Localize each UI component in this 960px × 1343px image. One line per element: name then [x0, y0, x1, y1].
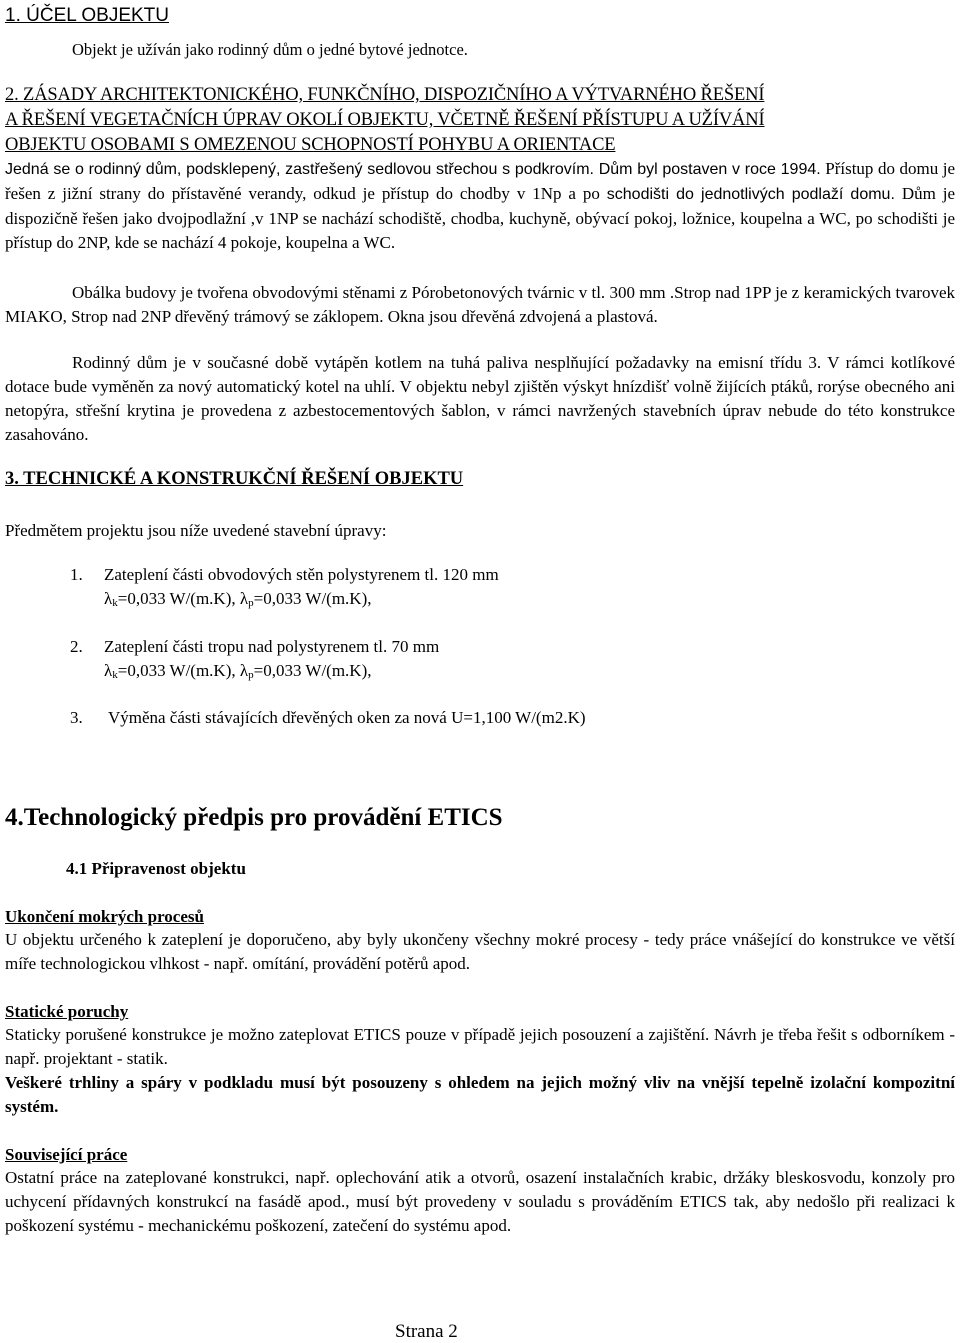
- section2-p1-serif2: Dům je dispozičně řešen jako dvojpodlažní ,v 1NP se nachází schodiště, chodba, kuchyně, obývací pokoj, ložnice, koupelna a WC, po schodišti je přístup do 2NP, kde se nachází 4 pokoje, koupelna a WC.: [5, 184, 955, 252]
- subscript-k: k: [112, 669, 118, 681]
- list-item-2-text: Zateplení části tropu nad polystyrenem tl. 70 mm: [104, 637, 440, 656]
- block1-text: U objektu určeného k zateplení je doporučeno, aby byly ukončeny všechny mokré procesy - tedy práce vnášející do konstrukce ve větší míře technologickou vlhkost - např. omítání, provádění potěrů apod.: [5, 930, 955, 973]
- list-item-2-number: 2.: [70, 637, 83, 656]
- section2-p1-sans: Jedná se o rodinný dům, podsklepený, zastřešený sedlovou střechou s podkrovím. Dům byl postaven v roce 1994.: [5, 161, 821, 178]
- section2-paragraph-1: [5, 157, 955, 255]
- section1-heading: 1. ÚČEL OBJEKTU: [5, 5, 170, 26]
- list-item-3-number: 3.: [70, 708, 83, 727]
- lambda-symbol: λ: [104, 661, 113, 680]
- section3-lead: Předmětem projektu jsou níže uvedené stavební úpravy:: [5, 521, 387, 540]
- lambda-p-value: =0,033 W/(m.K),: [253, 661, 372, 680]
- block1-title: Ukončení mokrých procesů: [5, 907, 204, 926]
- lambda-p-value: =0,033 W/(m.K),: [253, 589, 372, 608]
- lambda-symbol: λ: [239, 589, 249, 608]
- list-item-1-text: Zateplení části obvodových stěn polystyrenem tl. 120 mm: [104, 565, 499, 584]
- lambda-k-value: =0,033 W/(m.K),: [117, 589, 240, 608]
- section2-heading-line3: OBJEKTU OSOBAMI S OMEZENOU SCHOPNOSTÍ POHYBU A ORIENTACE: [5, 135, 616, 155]
- list-item-3: [70, 706, 586, 730]
- section3-heading: 3. TECHNICKÉ A KONSTRUKČNÍ ŘEŠENÍ OBJEKTU: [5, 469, 464, 489]
- subscript-p: p: [248, 597, 254, 609]
- subscript-p: p: [248, 669, 254, 681]
- list-item-1-number: 1.: [70, 565, 83, 584]
- page-number: Strana 2: [395, 1321, 458, 1342]
- section2-heading-line1: 2. ZÁSADY ARCHITEKTONICKÉHO, FUNKČNÍHO, DISPOZIČNÍHO A VÝTVARNÉHO ŘEŠENÍ: [5, 85, 765, 105]
- block3-text: Ostatní práce na zateplované konstrukci, např. oplechování atik a otvorů, osazení instalačních krabic, držáky bleskosvodu, konzoly pro uchycení přídavných konstrukcí na fasádě apod., musí být provedeny v souladu s prováděním ETICS tak, aby nedošlo při realizaci k poškození systému - mechanickému poškození, zatečení do systému apod.: [5, 1168, 955, 1235]
- list-item-2-lambda: [104, 659, 372, 687]
- section4-heading: 4.Technologický předpis pro provádění ETICS: [5, 804, 503, 831]
- section2-paragraph-3: [5, 351, 955, 447]
- block2-text: Staticky porušené konstrukce je možno zateplovat ETICS pouze v případě jejich posouzení a zajištění. Návrh je třeba řešit s odborníkem - např. projektant - statik.: [5, 1025, 955, 1068]
- section4-1-heading: 4.1 Připravenost objektu: [66, 859, 246, 878]
- list-item-2: [70, 635, 439, 659]
- section2-heading-line2: A ŘEŠENÍ VEGETAČNÍCH ÚPRAV OKOLÍ OBJEKTU, VČETNĚ ŘEŠENÍ PŘÍSTUPU A UŽÍVÁNÍ: [5, 110, 765, 130]
- lambda-symbol: λ: [239, 661, 249, 680]
- section2-p1-serif: Přístup do domu je řešen z jižní strany do přístavěné verandy, odkud je přístup do chodby v 1Np a po: [5, 159, 956, 203]
- section2-paragraph-2: [5, 281, 955, 329]
- block3-title: Související práce: [5, 1145, 128, 1164]
- section2-p2-text: Obálka budovy je tvořena obvodovými stěnami z Pórobetonových tvárnic v tl. 300 mm .Strop nad 1PP je z keramických tvarovek MIAKO, Strop nad 2NP dřevěný trámový se záklopem. Okna jsou dřevěná zdvojená a plastová.: [5, 283, 955, 326]
- subscript-k: k: [112, 597, 118, 609]
- section2-p1-sans2: schodišti do jednotlivých podlaží domu.: [606, 186, 895, 203]
- section1-text: Objekt je užíván jako rodinný dům o jedné bytové jednotce.: [72, 40, 468, 59]
- list-item-1: [70, 563, 499, 587]
- list-item-3-text: Výměna části stávajících dřevěných oken za nová U=1,100 W/(m2.K): [104, 708, 586, 727]
- block2-title: Statické poruchy: [5, 1002, 129, 1021]
- lambda-symbol: λ: [104, 589, 113, 608]
- section2-p3-text: Rodinný dům je v současné době vytápěn kotlem na tuhá paliva nesplňující požadavky na emisní třídu 3. V rámci kotlíkové dotace bude vyměněn za nový automatický kotel na uhlí. V objektu nebyl zjištěn výskyt hnízdišť volně žijících ptáků, rorýse obecného ani netopýra, střešní krytina je provedena z azbestocementových šablon, v rámci navržených stavebních úprav nebude do této konstrukce zasahováno.: [5, 353, 955, 444]
- list-item-1-lambda: [104, 587, 372, 615]
- block2-bold-text: Veškeré trhliny a spáry v podkladu musí být posouzeny s ohledem na jejich možný vliv na vnější tepelně izolační kompozitní systém.: [5, 1073, 955, 1116]
- lambda-k-value: =0,033 W/(m.K),: [117, 661, 240, 680]
